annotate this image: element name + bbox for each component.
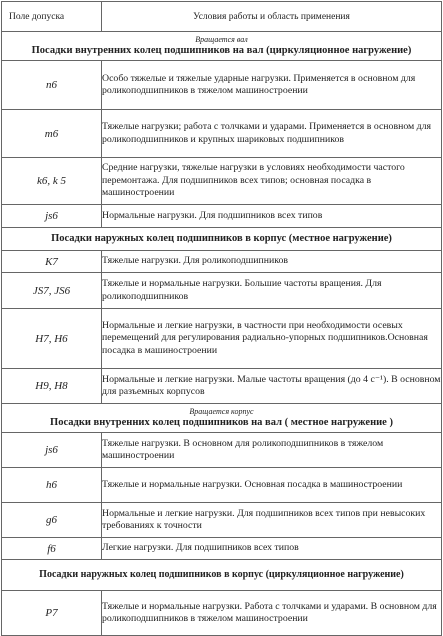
section-title: Посадки внутренних колец подшипников на вал (циркуляционное нагружение)	[31, 45, 412, 56]
condition-text: Нормальные и легкие нагрузки, в частности при необходимости осевых перемещений для регулирования радиально-упорных подшипников.Основная посадка в машиностроении	[102, 309, 442, 369]
tolerance-field: H9, H8	[2, 369, 102, 404]
table-header-row	[2, 2, 442, 32]
table-row	[2, 61, 442, 110]
section-heading	[2, 32, 442, 61]
condition-text: Особо тяжелые и тяжелые ударные нагрузки. Применяется в основном для роликоподшипников в тяжелом машиностроении	[102, 61, 442, 110]
section-heading	[2, 404, 442, 433]
tolerance-field: js6	[2, 433, 102, 468]
condition-text: Легкие нагрузки. Для подшипников всех типов	[102, 538, 442, 560]
condition-text: Тяжелые и нормальные нагрузки. Работа с толчками и ударами. В основном для роликоподшипников в тяжелом машиностроении	[102, 591, 442, 636]
tolerance-field: JS7, JS6	[2, 273, 102, 309]
tolerance-field: n6	[2, 61, 102, 110]
condition-text: Тяжелые нагрузки; работа с толчками и ударами. Применяется в основном для роликоподшипников и крупных шариковых подшипников	[102, 110, 442, 158]
tolerance-field: P7	[2, 591, 102, 636]
section-heading	[2, 228, 442, 251]
section-title: Посадки наружных колец подшипников в корпус (циркуляционное нагружение)	[39, 569, 404, 580]
condition-text: Тяжелые и нормальные нагрузки. Основная посадка в машиностроении	[102, 468, 442, 503]
section-heading-row	[2, 404, 442, 433]
condition-text: Нормальные и легкие нагрузки. Малые частоты вращения (до 4 с⁻¹). В основном для разъемных корпусов	[102, 369, 442, 404]
table-row	[2, 158, 442, 205]
section-heading-row	[2, 560, 442, 591]
table-row	[2, 591, 442, 636]
table-row	[2, 538, 442, 560]
tolerance-field: h6	[2, 468, 102, 503]
tolerance-field: K7	[2, 251, 102, 273]
table-row	[2, 433, 442, 468]
condition-text: Тяжелые и нормальные нагрузки. Большие частоты вращения. Для роликоподшипников	[102, 273, 442, 309]
table-row	[2, 309, 442, 369]
tolerance-field: g6	[2, 503, 102, 538]
section-heading-row	[2, 228, 442, 251]
table-row	[2, 468, 442, 503]
table-row	[2, 503, 442, 538]
tolerance-field: H7, H6	[2, 309, 102, 369]
condition-text: Нормальные нагрузки. Для подшипников всех типов	[102, 205, 442, 228]
condition-text: Тяжелые нагрузки. В основном для роликоподшипников в тяжелом машиностроении	[102, 433, 442, 468]
table-row	[2, 273, 442, 309]
section-heading	[2, 560, 442, 591]
bearing-fits-table	[1, 1, 442, 636]
tolerance-field: f6	[2, 538, 102, 560]
header-field: Поле допуска	[2, 2, 102, 32]
section-title: Посадки наружных колец подшипников в корпус (местное нагружение)	[51, 233, 392, 244]
tolerance-field: k6, k 5	[2, 158, 102, 205]
table-row	[2, 205, 442, 228]
table-row	[2, 369, 442, 404]
tolerance-field: m6	[2, 110, 102, 158]
section-heading-row	[2, 32, 442, 61]
header-conditions: Условия работы и область применения	[102, 2, 442, 32]
condition-text: Нормальные и легкие нагрузки. Для подшипников всех типов при невысоких требованиях к точности	[102, 503, 442, 538]
section-subtitle: Вращается вал	[195, 35, 248, 44]
table-row	[2, 110, 442, 158]
condition-text: Тяжелые нагрузки. Для роликоподшипников	[102, 251, 442, 273]
table-row	[2, 251, 442, 273]
tolerance-field: js6	[2, 205, 102, 228]
section-title: Посадки внутренних колец подшипников на вал ( местное нагружение )	[50, 417, 393, 428]
section-subtitle: Вращается корпус	[189, 407, 254, 416]
condition-text: Средние нагрузки, тяжелые нагрузки в условиях необходимости частого перемонтажа. Для подшипников всех типов; основная посадка в машиностроении	[102, 158, 442, 205]
